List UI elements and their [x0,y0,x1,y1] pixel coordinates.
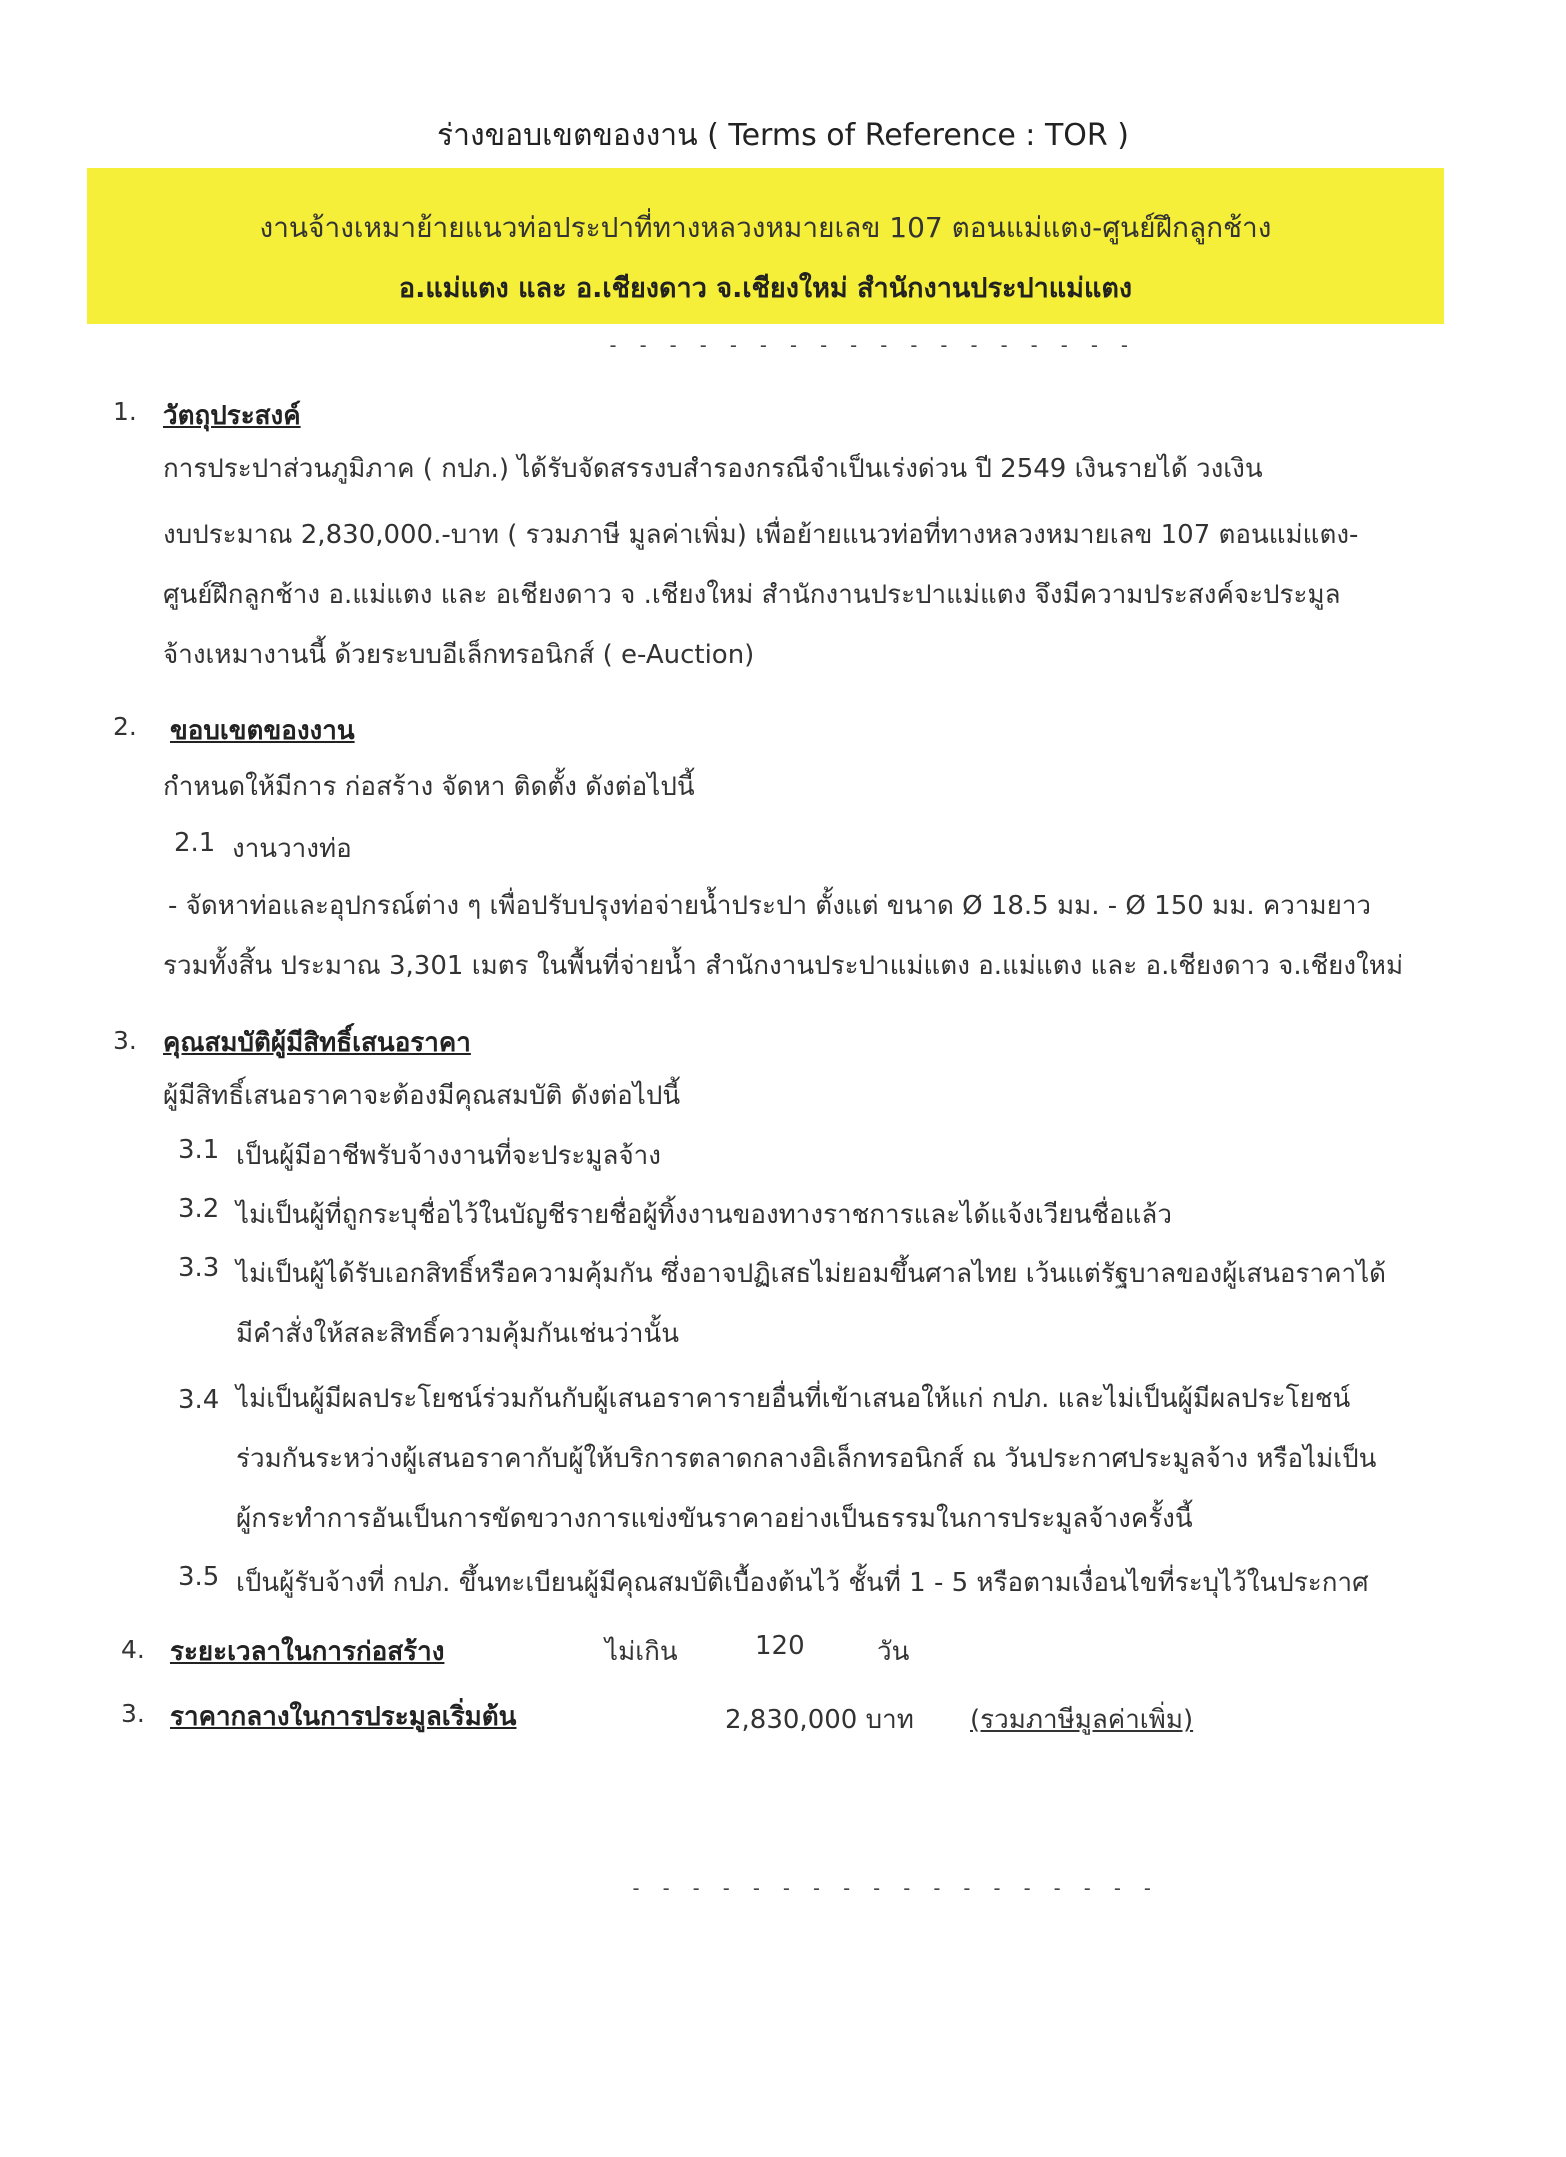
duration-unit: วัน [877,1637,910,1667]
section1-line: งบประมาณ 2,830,000.-บาท ( รวมภาษี มูลค่าเพิ่ม) เพื่อย้ายแนวท่อที่ทางหลวงหมายเลข 107 ตอนแม่แตง- [163,520,1359,550]
item-number: 3.1 [178,1135,220,1165]
section2-heading: ขอบเขตของงาน [170,716,355,746]
project-name-line2: อ.แม่แตง และ อ.เชียงดาว จ.เชียงใหม่ สำนักงานประปาแม่แตง [398,273,1133,304]
section4-heading: ระยะเวลาในการก่อสร้าง [170,1637,445,1667]
section2-sub-label: งานวางท่อ [232,834,352,864]
section4-number: 4. [121,1635,145,1664]
section2-intro: กำหนดให้มีการ ก่อสร้าง จัดหา ติดตั้ง ดังต่อไปนี้ [163,772,695,802]
item-line: ไม่เป็นผู้ได้รับเอกสิทธิ์หรือความคุ้มกัน ซึ่งอาจปฏิเสธไม่ยอมขึ้นศาลไทย เว้นแต่รัฐบาลของผู้เสนอราคาได้ [236,1259,1387,1289]
duration-prefix: ไม่เกิน [605,1637,678,1667]
section3-intro: ผู้มีสิทธิ์เสนอราคาจะต้องมีคุณสมบัติ ดังต่อไปนี้ [163,1081,681,1111]
section1-line: ศูนย์ฝึกลูกช้าง อ.แม่แตง และ อเชียงดาว จ .เชียงใหม่ สำนักงานประปาแม่แตง จึงมีความประสงค์จะประมูล [163,580,1341,610]
section1-line: การประปาส่วนภูมิภาค ( กปภ.) ได้รับจัดสรรงบสำรองกรณีจำเป็นเร่งด่วน ปี 2549 เงินรายได้ วงเงิน [163,454,1263,484]
section2-sub-number: 2.1 [174,828,216,858]
section5-heading: ราคากลางในการประมูลเริ่มต้น [170,1702,517,1732]
section3-heading: คุณสมบัติผู้มีสิทธิ์เสนอราคา [163,1028,471,1058]
bottom-divider: - - - - - - - - - - - - - - - - - - [630,1876,1157,1900]
section1-heading: วัตถุประสงค์ [163,401,301,431]
vat-included-note: (รวมภาษีมูลค่าเพิ่ม) [970,1705,1194,1735]
section2-line: - จัดหาท่อและอุปกรณ์ต่าง ๆ เพื่อปรับปรุงท่อจ่ายน้ำประปา ตั้งแต่ ขนาด Ø 18.5 มม. - Ø 150 มม. ความยาว [168,891,1372,921]
section2-number: 2. [113,712,137,741]
item-line: มีคำสั่งให้สละสิทธิ์ความคุ้มกันเช่นว่านั้น [236,1319,680,1349]
reference-price-amount: 2,830,000 บาท [725,1705,914,1735]
duration-value: 120 [755,1631,805,1661]
item-line: ไม่เป็นผู้มีผลประโยชน์ร่วมกันกับผู้เสนอราคารายอื่นที่เข้าเสนอให้แก่ กปภ. และไม่เป็นผู้มีผลประโยชน์ [236,1384,1351,1414]
section2-line: รวมทั้งสิ้น ประมาณ 3,301 เมตร ในพื้นที่จ่ายน้ำ สำนักงานประปาแม่แตง อ.แม่แตง และ อ.เชียงดาว จ.เชียงใหม่ [163,951,1404,981]
item-line: เป็นผู้มีอาชีพรับจ้างงานที่จะประมูลจ้าง [236,1141,661,1171]
item-line: เป็นผู้รับจ้างที่ กปภ. ขึ้นทะเบียนผู้มีคุณสมบัติเบื้องต้นไว้ ชั้นที่ 1 - 5 หรือตามเงื่อนไขที่ระบุไว้ในประกาศ [236,1568,1369,1598]
section5-number: 3. [121,1699,145,1728]
section1-number: 1. [113,397,137,426]
item-line: ร่วมกันระหว่างผู้เสนอราคากับผู้ให้บริการตลาดกลางอิเล็กทรอนิกส์ ณ วันประกาศประมูลจ้าง หรือไม่เป็น [236,1444,1377,1474]
item-line: ไม่เป็นผู้ที่ถูกระบุชื่อไว้ในบัญชีรายชื่อผู้ทิ้งงานของทางราชการและได้แจ้งเวียนชื่อแล้ว [236,1200,1172,1230]
top-divider: - - - - - - - - - - - - - - - - - - [607,333,1134,357]
item-number: 3.4 [178,1385,220,1415]
item-number: 3.2 [178,1194,220,1224]
item-line: ผู้กระทำการอันเป็นการขัดขวางการแข่งขันราคาอย่างเป็นธรรมในการประมูลจ้างครั้งนี้ [236,1504,1193,1534]
project-name-line1: งานจ้างเหมาย้ายแนวท่อประปาที่ทางหลวงหมายเลข 107 ตอนแม่แตง-ศูนย์ฝึกลูกช้าง [259,211,1272,244]
item-number: 3.5 [178,1562,220,1592]
section3-number: 3. [113,1026,137,1055]
highlighted-project-banner [87,168,1444,324]
document-title: ร่างขอบเขตของงาน ( Terms of Reference : TOR ) [437,118,1129,153]
item-number: 3.3 [178,1253,220,1283]
section1-line: จ้างเหมางานนี้ ด้วยระบบอีเล็กทรอนิกส์ ( e-Auction) [163,640,755,670]
